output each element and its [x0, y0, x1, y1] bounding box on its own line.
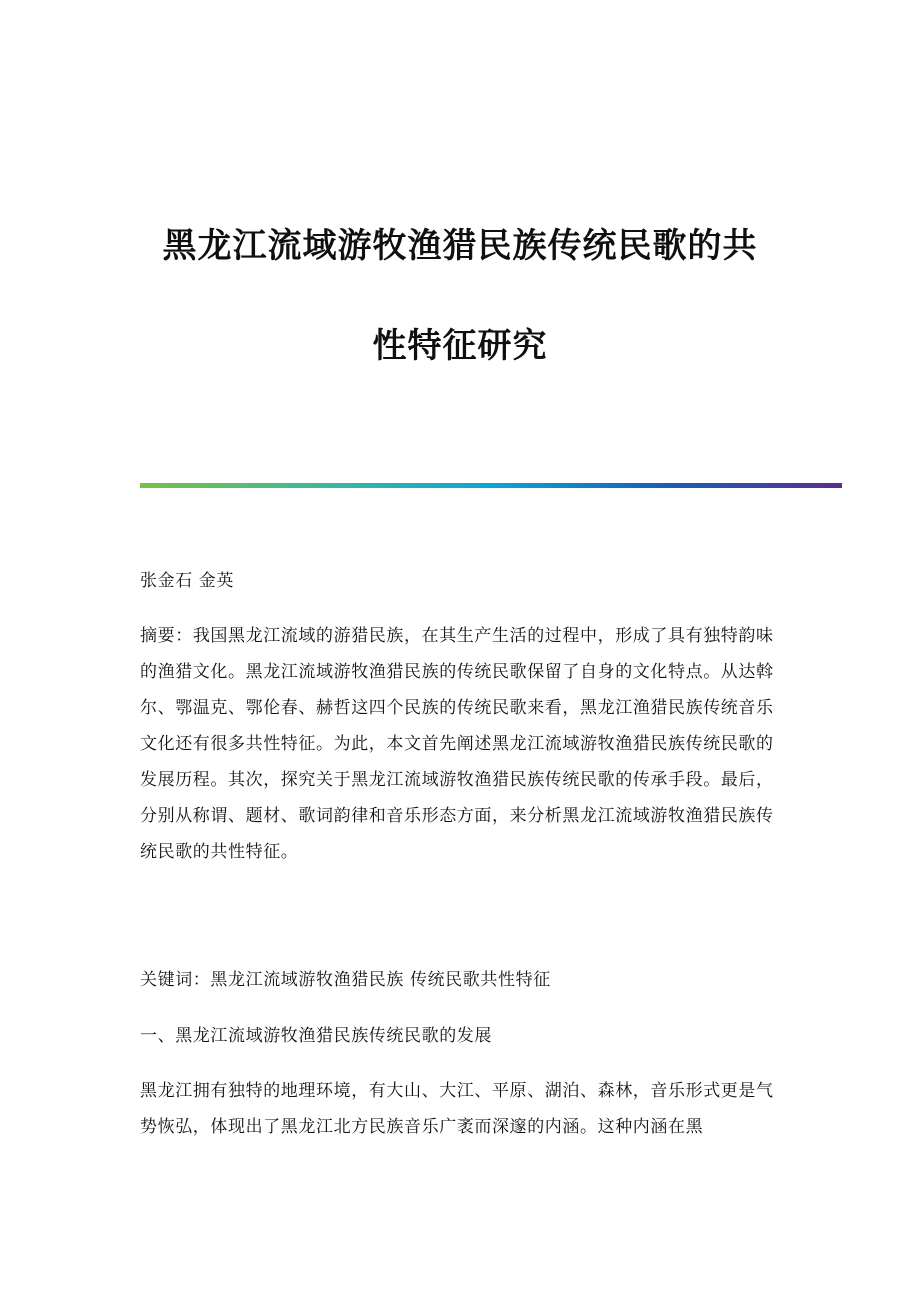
keywords-label: 关键词：: [140, 970, 211, 990]
keywords-text: 黑龙江流域游牧渔猎民族 传统民歌共性特征: [210, 970, 551, 990]
abstract-paragraph: [140, 618, 780, 870]
authors: 张金石 金英: [140, 571, 235, 591]
document-title-line-2: 性特征研究: [372, 326, 548, 366]
document-title-line-1: 黑龙江流域游牧渔猎民族传统民歌的共: [162, 226, 758, 266]
body-paragraph: 黑龙江拥有独特的地理环境，有大山、大江、平原、湖泊、森林，音乐形式更是气势恢弘，体现出了黑龙江北方民族音乐广袤而深邃的内涵。这种内涵在黑: [140, 1081, 774, 1137]
section-heading: 一、黑龙江流域游牧渔猎民族传统民歌的发展: [140, 1026, 492, 1046]
keywords-paragraph: [140, 962, 780, 998]
title-divider-rule: [140, 483, 842, 488]
abstract-text: 我国黑龙江流域的游猎民族，在其生产生活的过程中，形成了具有独特韵味的渔猎文化。黑龙江流域游牧渔猎民族的传统民歌保留了自身的文化特点。从达斡尔、鄂温克、鄂伦春、赫哲这四个民族的传统民歌来看，黑龙江渔猎民族传统音乐文化还有很多共性特征。为此，本文首先阐述黑龙江流域游牧渔猎民族传统民歌的发展历程。其次，探究关于黑龙江流域游牧渔猎民族传统民歌的传承手段。最后，分别从称谓、题材、歌词韵律和音乐形态方面，来分析黑龙江流域游牧渔猎民族传统民歌的共性特征。: [140, 626, 774, 862]
abstract-label: 摘要：: [140, 626, 193, 646]
